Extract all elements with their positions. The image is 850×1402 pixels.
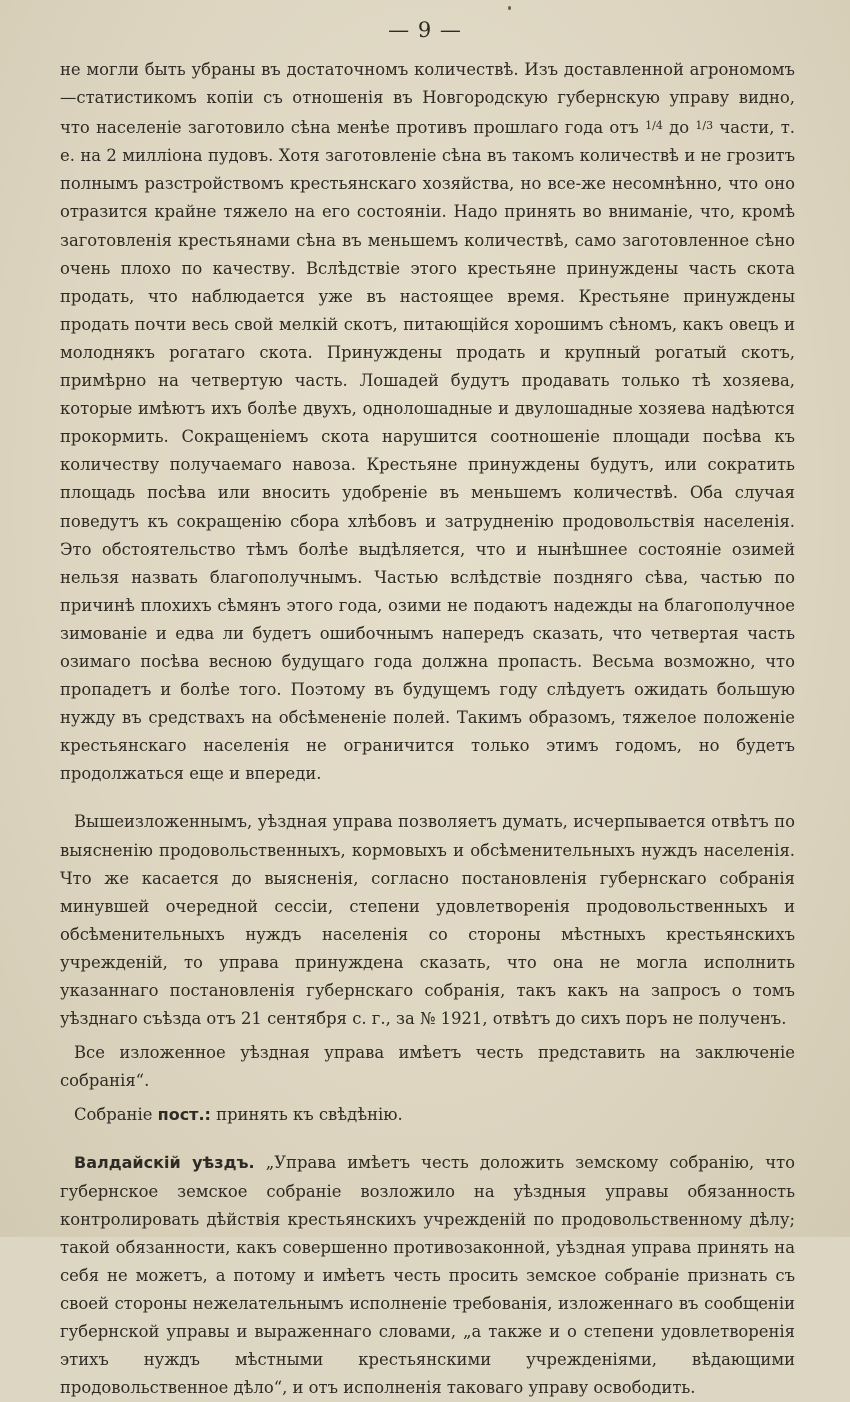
paragraph-text: „Управа имѣетъ честь доложить земскому собранію, что губернское земское собраніе возложило на уѣздныя управы обязанность контролировать дѣйствія крестьянскихъ учрежденій по продовольственному дѣлу; такой обязанности, какъ совершенно противозаконной, уѣздная управа принять на себя не можетъ, а потому и имѣетъ честь просить земское собраніе признать съ своей стороны нежелательнымъ исполненіе требованія, изложеннаго въ сообщеніи губернской управы и выраженнаго словами, „а также и о степени удовлетворенія этихъ нуждъ мѣстными крестьянскими учрежденіями, вѣдающими продовольственное дѣло“, и отъ исполненія таковаго управу освободить.	[60, 1153, 796, 1398]
ink-speck	[508, 6, 511, 10]
paragraph-text: Собраніе	[74, 1105, 153, 1125]
paragraph-hay-shortage	[60, 56, 795, 788]
paragraph-resolution	[60, 1101, 795, 1129]
paragraph-text: не могли быть убраны въ достаточномъ количествѣ. Изъ доставленной агрономомъ—статистикомъ копіи съ отношенія въ Новгородскую губернскую управу видно, что населеніе заготовило сѣна менѣе противъ прошлаго года отъ	[60, 60, 795, 138]
paragraph-valdai-district	[60, 1149, 795, 1402]
page-body	[60, 56, 795, 1402]
paragraph-text: до	[669, 118, 690, 138]
paragraph-needs-response	[60, 808, 795, 1033]
paragraph-text: принять къ свѣдѣнію.	[216, 1105, 403, 1125]
district-heading: Валдайскій уѣздъ.	[74, 1153, 255, 1173]
fraction-quarter: 1/4	[645, 119, 663, 133]
paragraph-text: части, т. е. на 2 милліона пудовъ. Хотя заготовленіе сѣна въ такомъ количествѣ и не грозитъ полнымъ разстройствомъ крестьянскаго хозяйства, но все-же несомнѣнно, что оно отразится крайне тяжело на его состояніи. Надо принять во вниманіе, что, кромѣ заготовленія крестьянами сѣна въ меньшемъ количествѣ, само заготовленное сѣно очень плохо по качеству. Вслѣдствіе этого крестьяне принуждены часть скота продать, что наблюдается уже въ настоящее время. Крестьяне принуждены продать почти весь свой мелкій скотъ, питающійся хорошимъ сѣномъ, какъ овецъ и молоднякъ рогатаго скота. Принуждены продать и крупный рогатый скотъ, примѣрно на четвертую часть. Лошадей будутъ продавать только тѣ хозяева, которые имѣютъ ихъ болѣе двухъ, однолошадные и двулошадные хозяева надѣются прокормить. Сокращеніемъ скота нарушится соотношеніе площади посѣва къ количеству получаемаго навоза. Крестьяне принуждены будутъ, или сократить площадь посѣва или вносить удобреніе въ меньшемъ количествѣ. Оба случая поведутъ къ сокращенію сбора хлѣбовъ и затрудненію продовольствія населенія. Это обстоятельство тѣмъ болѣе выдѣляется, что и нынѣшнее состояніе озимей нельзя назвать благополучнымъ. Частью вслѣдствіе поздняго сѣва, частью по причинѣ плохихъ сѣмянъ этого года, озими не подаютъ надежды на благополучное зимованіе и едва ли будетъ ошибочнымъ напередъ сказать, что четвертая часть озимаго посѣва весною будущаго года должна пропасть. Весьма возможно, что пропадетъ и болѣе того. Поэтому въ будущемъ году слѣдуетъ ожидать большую нужду въ средствахъ на обсѣмененіе полей. Такимъ образомъ, тяжелое положеніе крестьянскаго населенія не ограничится только этимъ годомъ, но будетъ продолжаться еще и впереди.	[60, 118, 795, 784]
paragraph-text: Все изложенное уѣздная управа имѣетъ честь представить на заключеніе собранія“.	[60, 1043, 795, 1091]
paragraph-text: Вышеизложеннымъ, уѣздная управа позволяетъ думать, исчерпывается отвѣтъ по выясненію продовольственныхъ, кормовыхъ и обсѣменительныхъ нуждъ населенія. Что же касается до выясненія, согласно постановленія губернскаго собранія минувшей очередной сессіи, степени удовлетворенія продовольственныхъ и обсѣменительныхъ нуждъ населенія со стороны мѣстныхъ крестьянскихъ учрежденій, то управа принуждена сказать, что она не могла исполнить указаннаго постановленія губернскаго собранія, такъ какъ на запросъ о томъ уѣзднаго съѣзда отъ 21 сентября с. г., за № 1921, отвѣтъ до сихъ поръ не полученъ.	[60, 812, 795, 1029]
fraction-third: 1/3	[695, 119, 714, 133]
paragraph-conclusion	[60, 1039, 795, 1095]
resolution-label: пост.:	[157, 1105, 211, 1125]
page-number: — 9 —	[388, 18, 462, 42]
